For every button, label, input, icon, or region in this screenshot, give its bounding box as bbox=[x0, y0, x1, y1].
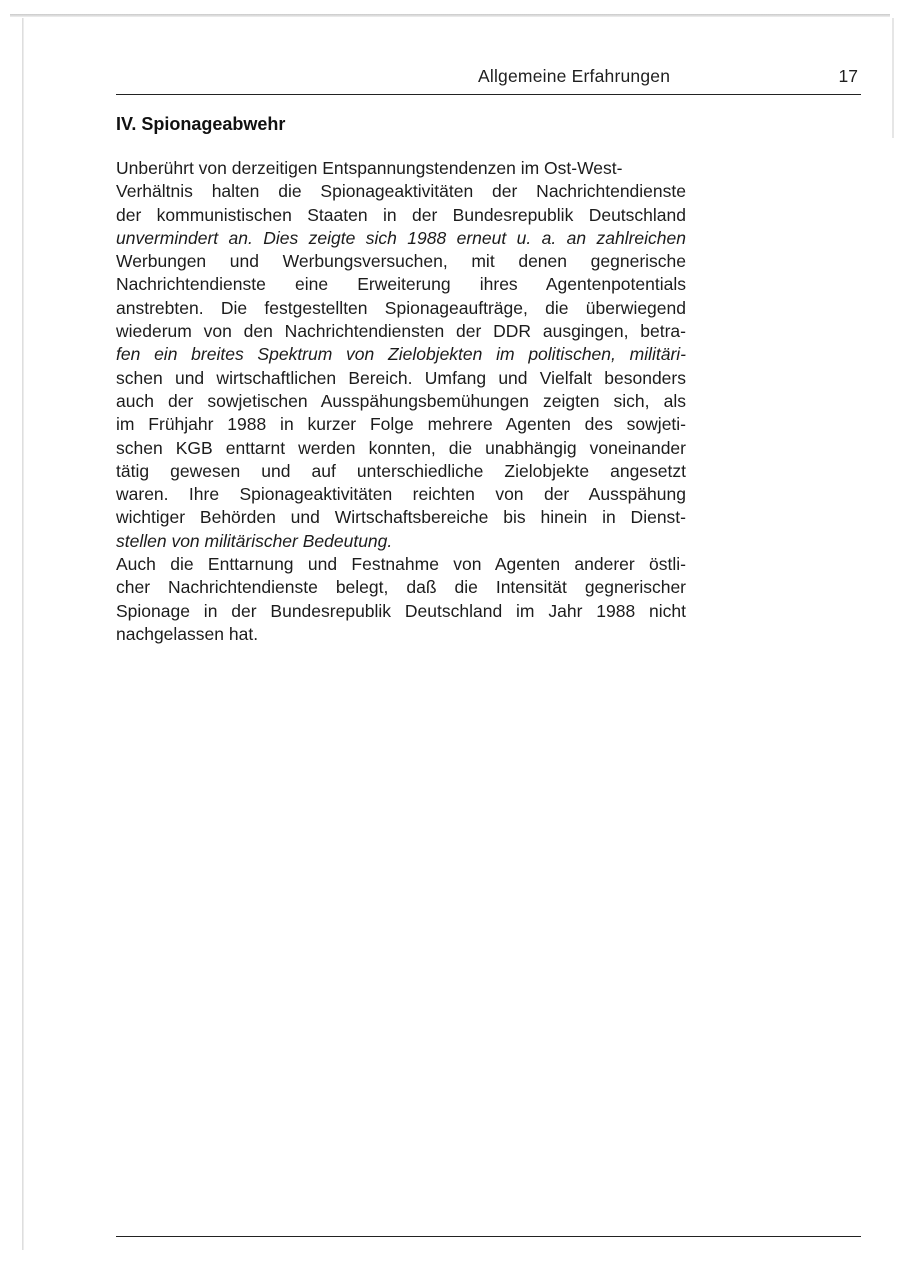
page-number: 17 bbox=[838, 66, 858, 86]
body-line: schen KGB enttarnt werden konnten, die unabhängig voneinander bbox=[116, 437, 686, 458]
body-line: Unberührt von derzeitigen Entspannungstendenzen im Ost-West- bbox=[116, 158, 623, 178]
body-line: unvermindert an. Dies zeigte sich 1988 erneut u. a. an zahlreichen bbox=[116, 227, 686, 248]
body-line: nachgelassen hat. bbox=[116, 623, 259, 644]
body-line: Spionage in der Bundesrepublik Deutschland im Jahr 1988 nicht bbox=[116, 600, 686, 621]
running-header bbox=[116, 64, 861, 95]
body-line: im Frühjahr 1988 in kurzer Folge mehrere Agenten des sowjeti- bbox=[116, 414, 686, 435]
body-paragraphs bbox=[116, 157, 686, 646]
body-line: schen und wirtschaftlichen Bereich. Umfang und Vielfalt besonders bbox=[116, 367, 686, 388]
body-line: tätig gewesen und auf unterschiedliche Zielobjekte angesetzt bbox=[116, 460, 686, 481]
body-line: wiederum von den Nachrichtendiensten der DDR ausgingen, betra- bbox=[116, 321, 686, 342]
scan-edge-left bbox=[22, 18, 24, 1250]
body-line: anstrebten. Die festgestellten Spionageaufträge, die überwiegend bbox=[116, 297, 686, 318]
footer-rule bbox=[116, 1236, 861, 1237]
body-line: auch der sowjetischen Ausspähungsbemühungen zeigten sich, als bbox=[116, 390, 686, 411]
scan-edge-top bbox=[10, 14, 890, 17]
body-line: Verhältnis halten die Spionageaktivitäten der Nachrichtendienste bbox=[116, 181, 686, 202]
section-heading: IV. Spionageabwehr bbox=[116, 114, 286, 134]
body-line: waren. Ihre Spionageaktivitäten reichten von der Ausspähung bbox=[116, 484, 686, 505]
running-title: Allgemeine Erfahrungen bbox=[478, 66, 671, 86]
body-line: Nachrichtendienste eine Erweiterung ihres Agentenpotentials bbox=[116, 274, 686, 295]
body-line: Auch die Enttarnung und Festnahme von Agenten anderer östli- bbox=[116, 554, 686, 575]
body-line: cher Nachrichtendienste belegt, daß die Intensität gegnerischer bbox=[116, 577, 686, 598]
body-line: Werbungen und Werbungsversuchen, mit denen gegnerische bbox=[116, 251, 686, 272]
body-line: stellen von militärischer Bedeutung. bbox=[116, 530, 393, 551]
body-line: wichtiger Behörden und Wirtschaftsbereiche bis hinein in Dienst- bbox=[116, 507, 686, 528]
scan-edge-right bbox=[892, 18, 894, 138]
body-line: der kommunistischen Staaten in der Bundesrepublik Deutschland bbox=[116, 204, 686, 225]
body-line: fen ein breites Spektrum von Zielobjekten im politischen, militäri- bbox=[116, 344, 686, 365]
